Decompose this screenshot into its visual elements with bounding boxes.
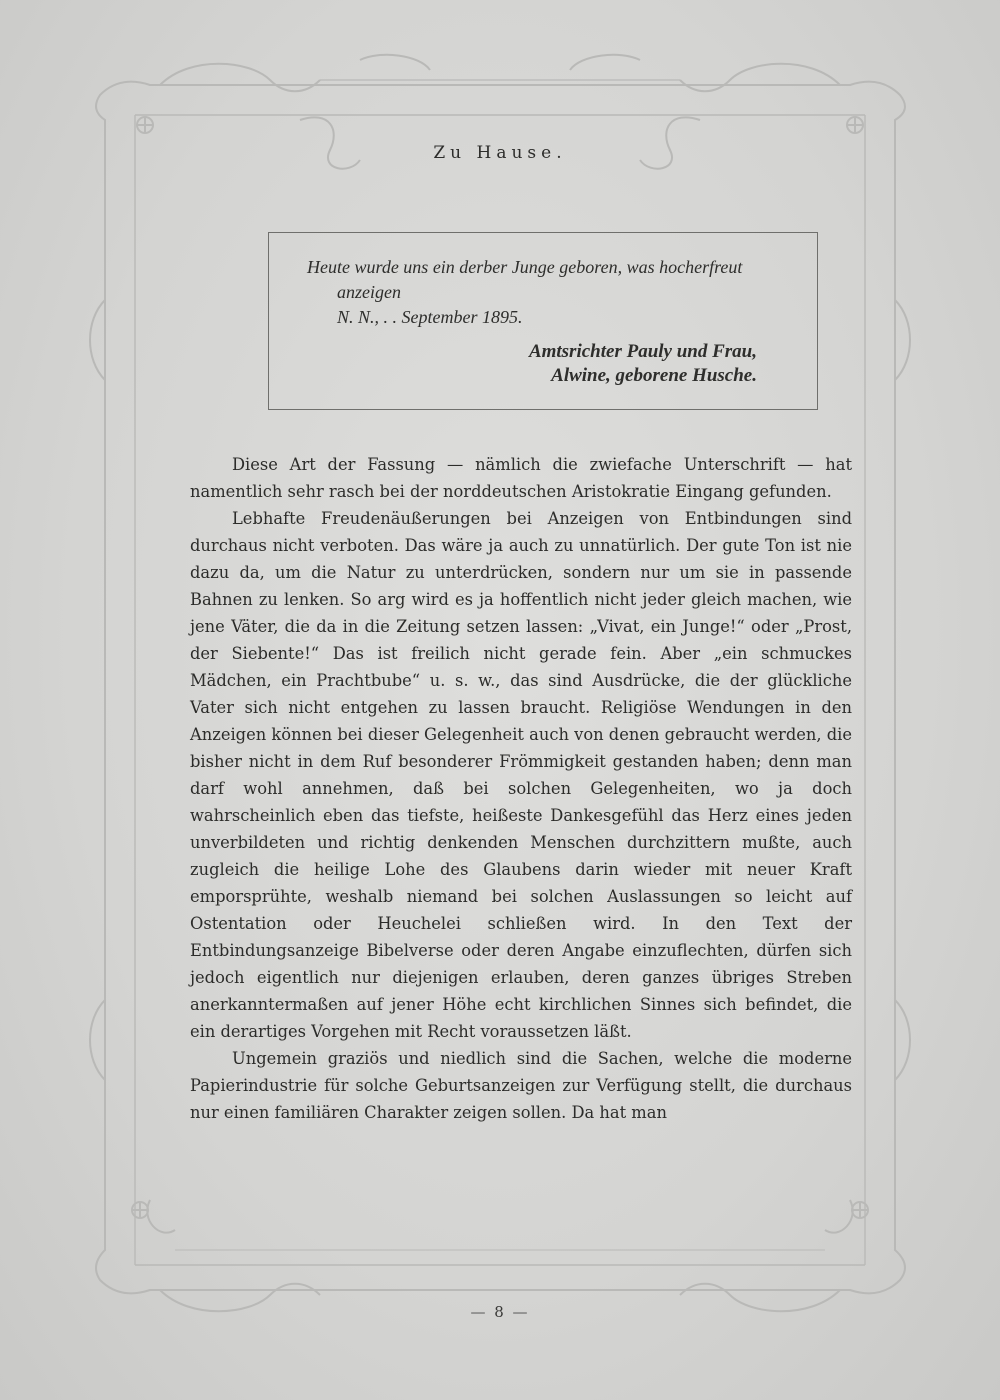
signer-line-1: Amtsrichter Pauly und Frau, xyxy=(528,341,757,362)
paragraph: Diese Art der Fassung — nämlich die zwiefache Unterschrift — hat namentlich sehr rasch bei der norddeutschen Aristokratie Eingang gefunden. xyxy=(190,455,852,501)
dash-left: — xyxy=(470,1303,488,1321)
body-text xyxy=(190,451,852,1126)
announcement-date: N. N., . . September 1895. xyxy=(337,307,523,327)
birth-announcement-box xyxy=(268,232,818,410)
announcement-text: Heute wurde uns ein derber Junge geboren, was hocherfreut anzeigen xyxy=(307,257,743,302)
paragraph: Ungemein graziös und niedlich sind die Sachen, welche die moderne Papierindustrie für solche Geburtsanzeigen zur Verfügung stellt, die durchaus nur einen familiären Charakter zeigen sollen. Da hat man xyxy=(190,1049,852,1122)
page-number-footer xyxy=(0,1303,1000,1321)
signer-line-2: Alwine, geborene Husche. xyxy=(551,365,757,386)
announcement-signers xyxy=(307,340,787,388)
running-head: Zu Hause. xyxy=(433,143,567,163)
paragraph: Lebhafte Freudenäußerungen bei Anzeigen von Entbindungen sind durchaus nicht verboten. Das wäre ja auch zu unnatürlich. Der gute Ton ist nie dazu da, um die Natur zu unterdrücken, sondern nur um sie in passende Bahnen zu lenken. So arg wird es ja hoffentlich nicht jeder gleich machen, wie jene Väter, die da in die Zeitung setzen lassen: „Vivat, ein Junge!“ oder „Prost, der Siebente!“ Das ist freilich nicht gerade fein. Aber „ein schmuckes Mädchen, ein Prachtbube“ u. s. w., das sind Ausdrücke, die der glückliche Vater sich nicht entgehen zu lassen braucht. Religiöse Wendungen in den Anzeigen können bei dieser Gelegenheit auch von denen gebraucht werden, die bisher nicht in dem Ruf besonderer Frömmigkeit gestanden haben; denn man darf wohl annehmen, daß bei solchen Gelegenheiten, wo ja doch wahrscheinlich eben das tiefste, heißeste Dankesgefühl das Herz eines jeden unverbildeten und richtig denkenden Menschen durchzittern mußte, auch zugleich die heilige Lohe des Glaubens darin wieder mit neuer Kraft emporsprühte, weshalb niemand bei solchen Auslassungen so leicht auf Ostentation oder Heuchelei schließen wird. In den Text der Entbindungsanzeige Bibelverse oder deren Angabe einzuflechten, dürfen sich jedoch eigentlich nur diejenigen erlauben, deren ganzes übriges Streben anerkanntermaßen auf jener Höhe echt kirchlichen Sinnes sich befindet, die ein derartiges Vorgehen mit Recht voraussetzen läßt. xyxy=(190,509,852,1041)
page-number: 8 xyxy=(494,1303,506,1321)
dash-right: — xyxy=(512,1303,530,1321)
